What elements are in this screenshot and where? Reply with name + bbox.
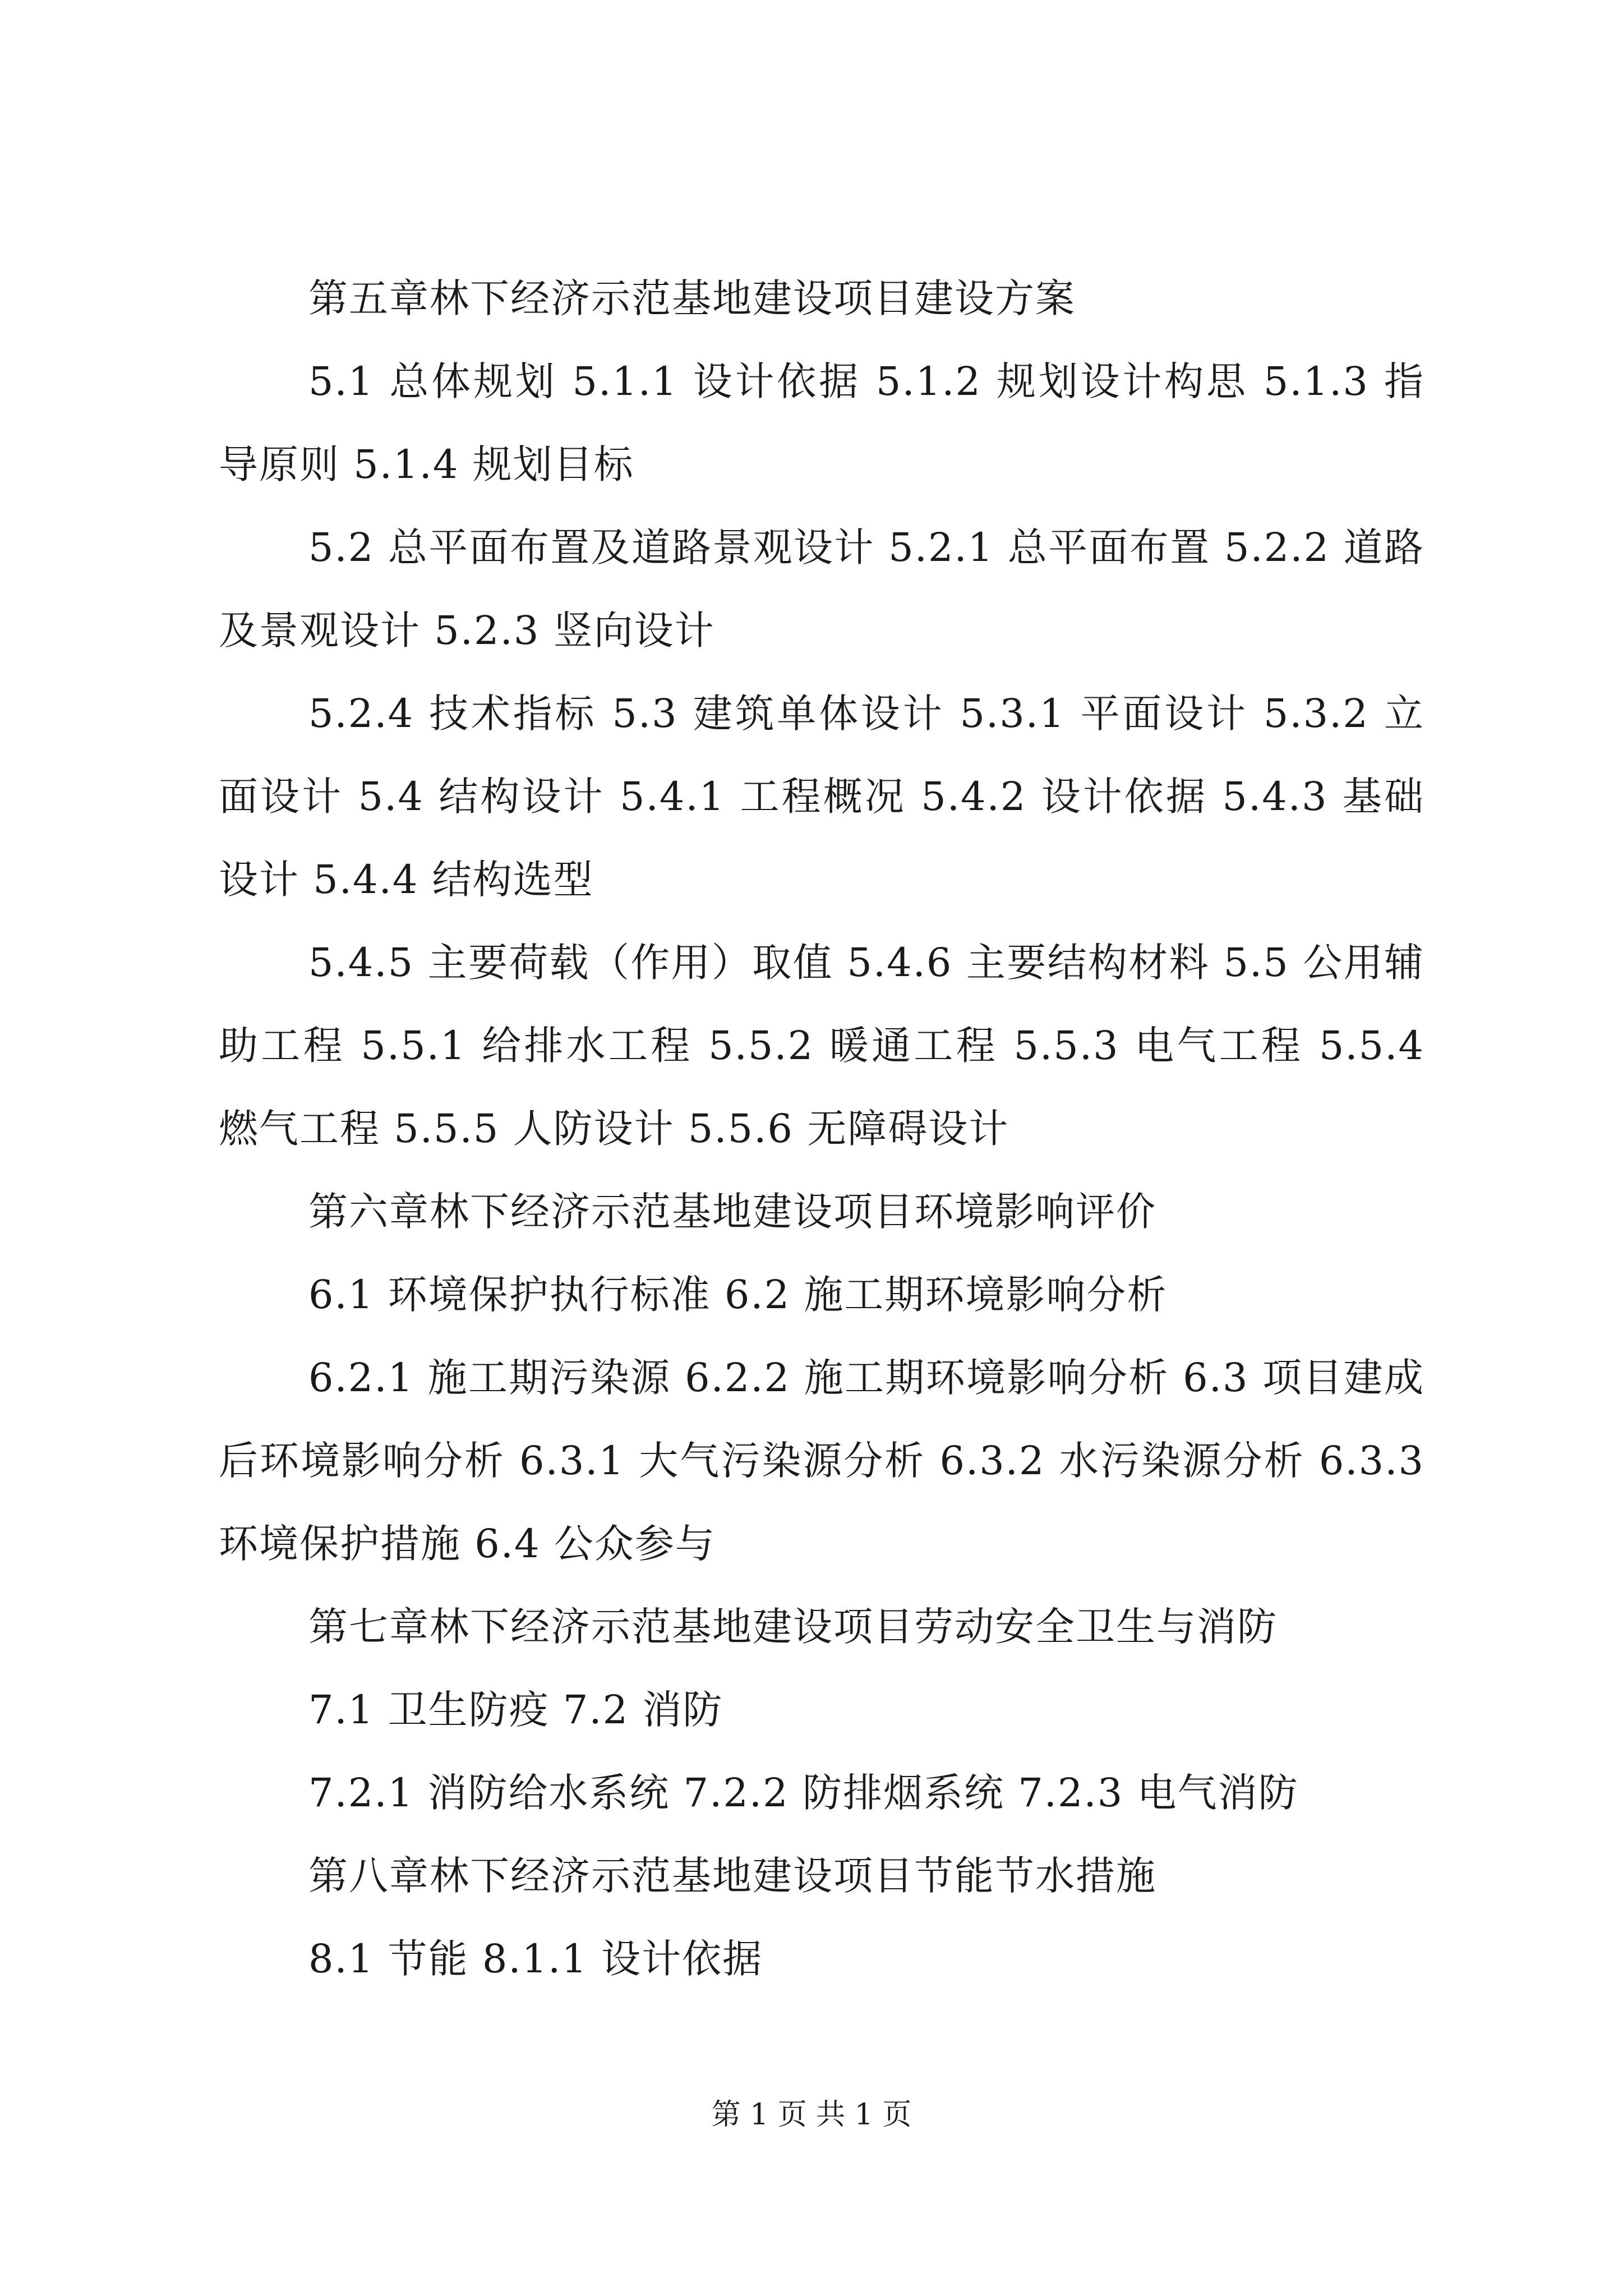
section-5-2-paragraph: 5.2 总平面布置及道路景观设计 5.2.1 总平面布置 5.2.2 道路及景观设计 5.2.3 竖向设计 <box>219 524 1424 654</box>
section-6-1-paragraph: 6.1 环境保护执行标准 6.2 施工期环境影响分析 <box>308 1272 1168 1318</box>
section-7-2-1-paragraph: 7.2.1 消防给水系统 7.2.2 防排烟系统 7.2.3 电气消防 <box>308 1770 1299 1816</box>
chapter-5-heading: 第五章林下经济示范基地建设项目建设方案 <box>308 275 1076 321</box>
section-7-1-paragraph: 7.1 卫生防疫 7.2 消防 <box>308 1687 723 1733</box>
chapter-8-heading: 第八章林下经济示范基地建设项目节能节水措施 <box>308 1853 1156 1899</box>
section-5-2-4-paragraph: 5.2.4 技术指标 5.3 建筑单体设计 5.3.1 平面设计 5.3.2 立面设计 5.4 结构设计 5.4.1 工程概况 5.4.2 设计依据 5.4.3 基础设计 5.4.4 结构选型 <box>219 691 1424 903</box>
document-body <box>219 257 1424 2000</box>
chapter-7-heading: 第七章林下经济示范基地建设项目劳动安全卫生与消防 <box>308 1604 1278 1650</box>
section-6-2-1-paragraph: 6.2.1 施工期污染源 6.2.2 施工期环境影响分析 6.3 项目建成后环境影响分析 6.3.1 大气污染源分析 6.3.2 水污染源分析 6.3.3 环境保护措施 6.4 公众参与 <box>219 1355 1424 1567</box>
section-5-1-paragraph: 5.1 总体规划 5.1.1 设计依据 5.1.2 规划设计构思 5.1.3 指导原则 5.1.4 规划目标 <box>219 358 1424 487</box>
section-8-1-paragraph: 8.1 节能 8.1.1 设计依据 <box>308 1936 763 1982</box>
section-5-4-5-paragraph: 5.4.5 主要荷载（作用）取值 5.4.6 主要结构材料 5.5 公用辅助工程 5.5.1 给排水工程 5.5.2 暖通工程 5.5.3 电气工程 5.5.4 燃气工程 5.5.5 人防设计 5.5.6 无障碍设计 <box>219 940 1424 1152</box>
page-footer: 第 1 页 共 1 页 <box>711 2098 912 2132</box>
chapter-6-heading: 第六章林下经济示范基地建设项目环境影响评价 <box>308 1189 1156 1235</box>
